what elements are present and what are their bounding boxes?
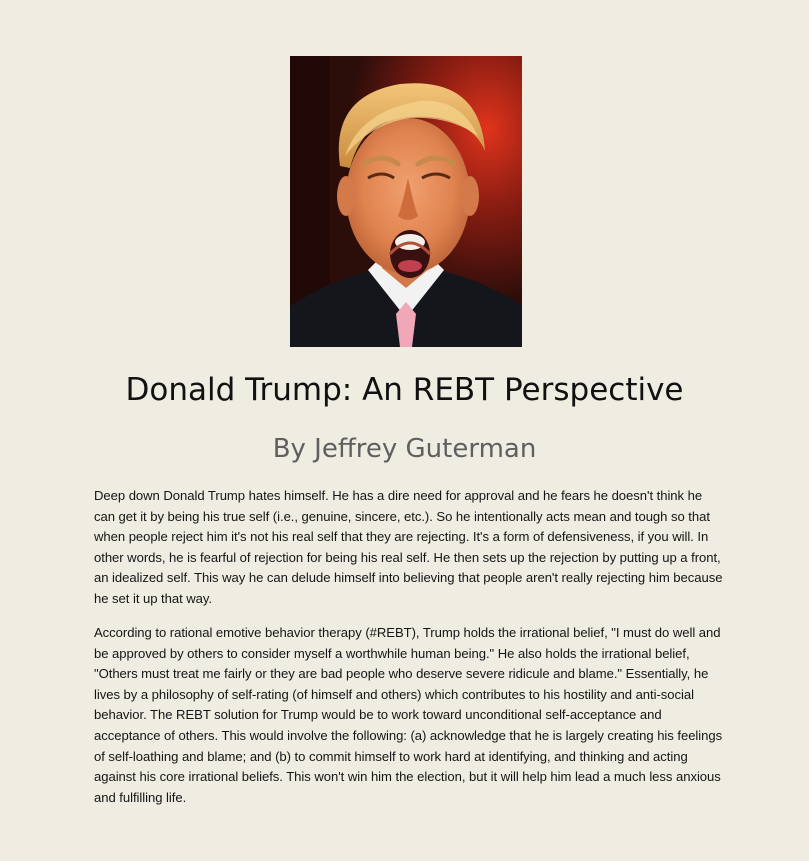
portrait-illustration bbox=[290, 56, 522, 347]
article-paragraph-1: Deep down Donald Trump hates himself. He has a dire need for approval and he fears he doesn't think he can get it by being his true self (i.e., genuine, sincere, etc.). So he intentionally acts mean and tough so that when people reject him it's not his real self that they are rejecting. It's a form of defensiveness, if you will. In other words, he is fearful of rejection for being his real self. He then sets up the rejection by putting up a front, an idealized self. This way he can delude himself into believing that people aren't really rejecting him because he set it up that way. bbox=[94, 488, 723, 606]
article-paragraph-2: According to rational emotive behavior therapy (#REBT), Trump holds the irrational belief, "I must do well and be approved by others to consider myself a worthwhile human being." He also holds the irrational belief, "Others must treat me fairly or they are bad people who deserve severe ridicule and blame." Essentially, he lives by a philosophy of self-rating (of himself and others) which contributes to his hostility and anti-social behavior. The REBT solution for Trump would be to work toward unconditional self-acceptance and acceptance of others. This would involve the following: (a) acknowledge that he is largely creating his feelings of self-loathing and blame; and (b) to commit himself to work hard at identifying, and thinking and acting against his core irrational beliefs. This won't win him the election, but it will help him lead a much less anxious and fulfilling life. bbox=[94, 625, 723, 805]
article-byline: By Jeffrey Guterman bbox=[272, 434, 537, 464]
article-title: Donald Trump: An REBT Perspective bbox=[125, 372, 684, 408]
portrait-photo bbox=[290, 56, 522, 347]
